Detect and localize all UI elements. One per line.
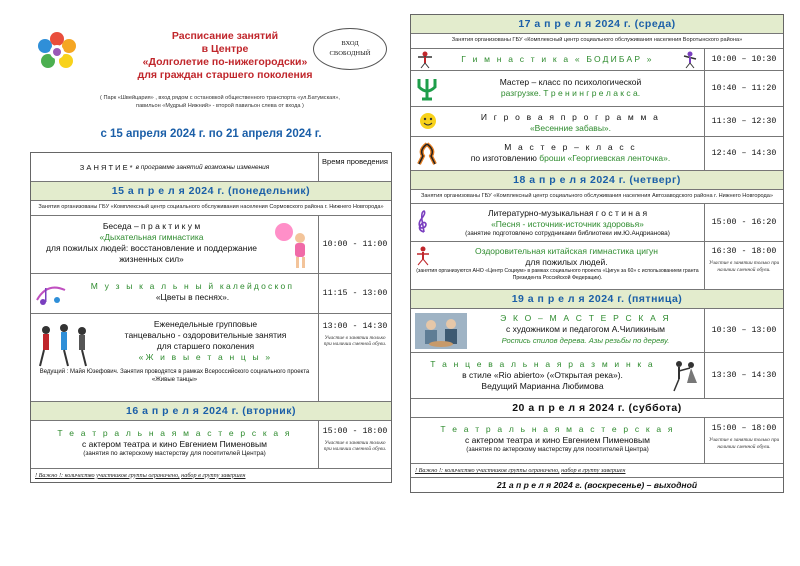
balloon-girl-icon: [272, 218, 314, 270]
event-game: [411, 106, 783, 136]
event-time: 10:00 – 10:30: [711, 54, 777, 64]
treble-clef-icon: [416, 210, 430, 234]
event-title: М у з ы к а л ь н ы й калейдоскоп: [90, 280, 295, 291]
event-time: 12:40 – 14:30: [711, 148, 777, 158]
group-full-warning: ! Важно !: количество участников группы ограничено, набор в группу завершен: [411, 463, 783, 477]
right-schedule-table: [410, 14, 784, 493]
event-desc: по изготовлению: [470, 152, 537, 163]
day-header-thursday: 18 а п р е л я 2024 г. (четверг): [411, 170, 783, 189]
day-header-friday: 19 а п р е л я 2024 г. (пятница): [411, 289, 783, 308]
event-desc: с художником и педагогом А.Чиликиным: [506, 324, 665, 334]
shoes-note: Участие в занятии только при наличии сменной обуви.: [708, 260, 780, 273]
event-name: «Весенние забавы».: [529, 122, 612, 133]
event-name: броши «Георгиевская ленточка».: [539, 152, 671, 163]
header-title: Расписание занятий в Центре «Долголетие по-нижегородски» для граждан старшего поколения: [137, 30, 313, 81]
event-desc: в стиле «Rio abierto» («Открытая река»).: [462, 370, 623, 380]
event-bodybar: [411, 48, 783, 70]
event-time: 15:00 - 16:20: [711, 218, 777, 227]
event-breathing: [31, 215, 391, 273]
dancing-couple-icon: [670, 359, 700, 393]
org-sormovo: Занятия организованы ГБУ «Комплексный центр социального обслуживания населения Сормовского района г. Нижнего Новгорода»: [31, 200, 391, 215]
event-literary: [411, 203, 783, 241]
event-title: Литературно-музыкальная г о с т и н а я: [487, 208, 648, 218]
event-title: И г р о в а я п р о г р а м м а: [480, 111, 661, 122]
event-qigong: [411, 241, 783, 289]
table-header-row: [31, 153, 391, 181]
left-schedule-table: [30, 152, 392, 483]
flower-logo-icon: [35, 30, 79, 74]
event-title: Т а н ц е в а л ь н а я р а з м и н к а: [430, 359, 655, 369]
event-name: разгрузке. Т р е н и н г р е л а к с а.: [500, 87, 641, 98]
left-column: [30, 0, 392, 566]
event-title: Беседа – п р а к т и к у м: [102, 220, 201, 231]
event-theatre-saturday: [411, 417, 783, 463]
smiley-icon: [417, 111, 439, 131]
event-name: «Дыхательная гимнастика: [99, 231, 204, 242]
event-psychology: [411, 70, 783, 106]
event-sub: (занятия по актерскому мастерству для посетителей Центра): [83, 449, 266, 457]
event-title: Мастер – класс по психологической: [499, 76, 642, 87]
event-name: «Ж и в ы е т а н ц ы »: [138, 351, 273, 362]
event-name: «Цветы в песнях».: [155, 291, 230, 302]
schedule-period: с 15 апреля 2024 г. по 21 апреля 2024 г.: [100, 128, 322, 140]
event-desc: для пожилых людей.: [525, 257, 608, 267]
psi-icon: [417, 77, 437, 101]
activity-header: З А Н Я Т И Е *: [79, 162, 133, 172]
music-notes-icon: [35, 278, 69, 310]
event-desc: танцевально - оздоровительные занятия: [124, 329, 287, 340]
day-header-wednesday: 17 а п р е л я 2024 г. (среда): [411, 15, 783, 33]
event-lead: Ведущий Марианна Любимова: [481, 381, 604, 391]
event-title: Оздоровительная китайская гимнастика цигун: [475, 246, 658, 256]
event-time: 13:30 – 14:30: [711, 371, 777, 380]
address-text: ( Парк «Швейцария» , вход рядом с остановкой общественного транспорта «ул.Батумская», павильон «Мудрый Нижний» - второй павильон слева от входа ): [100, 95, 340, 109]
org-vorotynets: Занятия организованы ГБУ «Комплексный центр социального обслуживания населения Воротынского района»: [411, 33, 783, 48]
day-header-monday: 15 а п р е л я 2024 г. (понедельник): [31, 181, 391, 200]
event-name: «Песня - источник-источник здоровья»: [491, 219, 644, 229]
event-eco-workshop: [411, 308, 783, 352]
event-time: 10:40 – 11:20: [711, 83, 777, 93]
gymnast-icon-2: [682, 51, 698, 69]
event-sub: (занятие подготовлено сотрудниками библиотеки им.Ю.Андрианова): [465, 230, 670, 237]
event-ribbon: [411, 136, 783, 170]
event-desc: для пожилых людей: восстановление и поддержание жизненных сил»: [46, 242, 257, 264]
qigong-icon: [415, 246, 431, 266]
event-title: Еженедельные групповые: [153, 318, 258, 329]
gymnast-icon: [417, 51, 433, 69]
event-time: 11:30 – 12:30: [711, 116, 777, 126]
event-time: 10:30 – 13:00: [711, 326, 777, 335]
event-title: Т е а т р а л ь н а я м а с т е р с к а я: [57, 427, 292, 438]
event-dance-warmup: [411, 352, 783, 398]
event-time: 15:00 – 18:00: [711, 424, 777, 433]
shoes-note: Участие в занятии только при наличии сменной обуви.: [323, 439, 387, 452]
event-sub: (занятия по актерскому мастерству для посетителей Центра): [466, 446, 649, 453]
event-desc: с актером театра и кино Евгением Пименовым: [82, 438, 267, 449]
day-header-saturday: 20 а п р е л я 2024 г. (суббота): [411, 398, 783, 417]
ribbon-icon: [417, 142, 437, 166]
event-sub: (занятия организуются АНО «Центр Социум» в рамках социального проекта «Цигун за 60» с использованием гранта Президента Российской Федерации).: [416, 268, 699, 281]
event-time: 13:00 - 14:30: [322, 321, 388, 331]
event-time: 10:00 - 11:00: [322, 239, 388, 249]
shoes-note: Участие в занятии только при наличии сменной обуви.: [323, 334, 387, 347]
event-time: 15:00 - 18:00: [322, 426, 388, 436]
time-header: Время проведения: [322, 157, 388, 166]
org-avtozavod: Занятия организованы ГБУ «Комплексный центр социального обслуживания населения Автозаводского района г. Нижнего Новгорода»: [411, 189, 783, 204]
event-title: Т е а т р а л ь н а я м а с т е р с к а я: [440, 424, 675, 434]
event-desc-2: для старшего поколения: [156, 340, 255, 351]
workshop-photo-icon: [415, 313, 467, 349]
entry-free-badge: ВХОД СВОБОДНЫЙ: [313, 28, 387, 70]
dancers-icon: [34, 322, 94, 368]
day-header-sunday: 21 а п р е л я 2024 г. (воскресенье) – выходной: [411, 477, 783, 492]
event-theatre: [31, 420, 391, 468]
event-live-dance: [31, 313, 391, 401]
event-lead: Ведущий : Майя Юзефович. Занятия проводятся в рамках Всероссийского социального проекта «Живые танцы»: [39, 368, 310, 383]
event-desc: с актером театра и кино Евгением Пименовым: [465, 435, 650, 445]
event-title: М а с т е р – к л а с с: [504, 141, 637, 152]
event-time: 16:30 - 18:00: [711, 247, 777, 256]
event-music: [31, 273, 391, 313]
shoes-note: Участие в занятии только при наличии сменной обуви.: [708, 437, 780, 450]
day-header-tuesday: 16 а п р е л я 2024 г. (вторник): [31, 401, 391, 420]
event-name: Роспись спилов дерева. Азы резьбы по дереву.: [501, 336, 670, 345]
event-title: Г и м н а с т и к а « БОДИБАР »: [461, 53, 654, 64]
event-time: 11:15 - 13:00: [322, 288, 388, 298]
activity-note: в программе занятий возможны изменения: [135, 163, 270, 171]
event-title: Э К О – М А С Т Е Р С К А Я: [500, 313, 671, 323]
group-full-warning: ! Важно !: количество участников группы ограничено, набор в группу завершен: [31, 468, 391, 482]
